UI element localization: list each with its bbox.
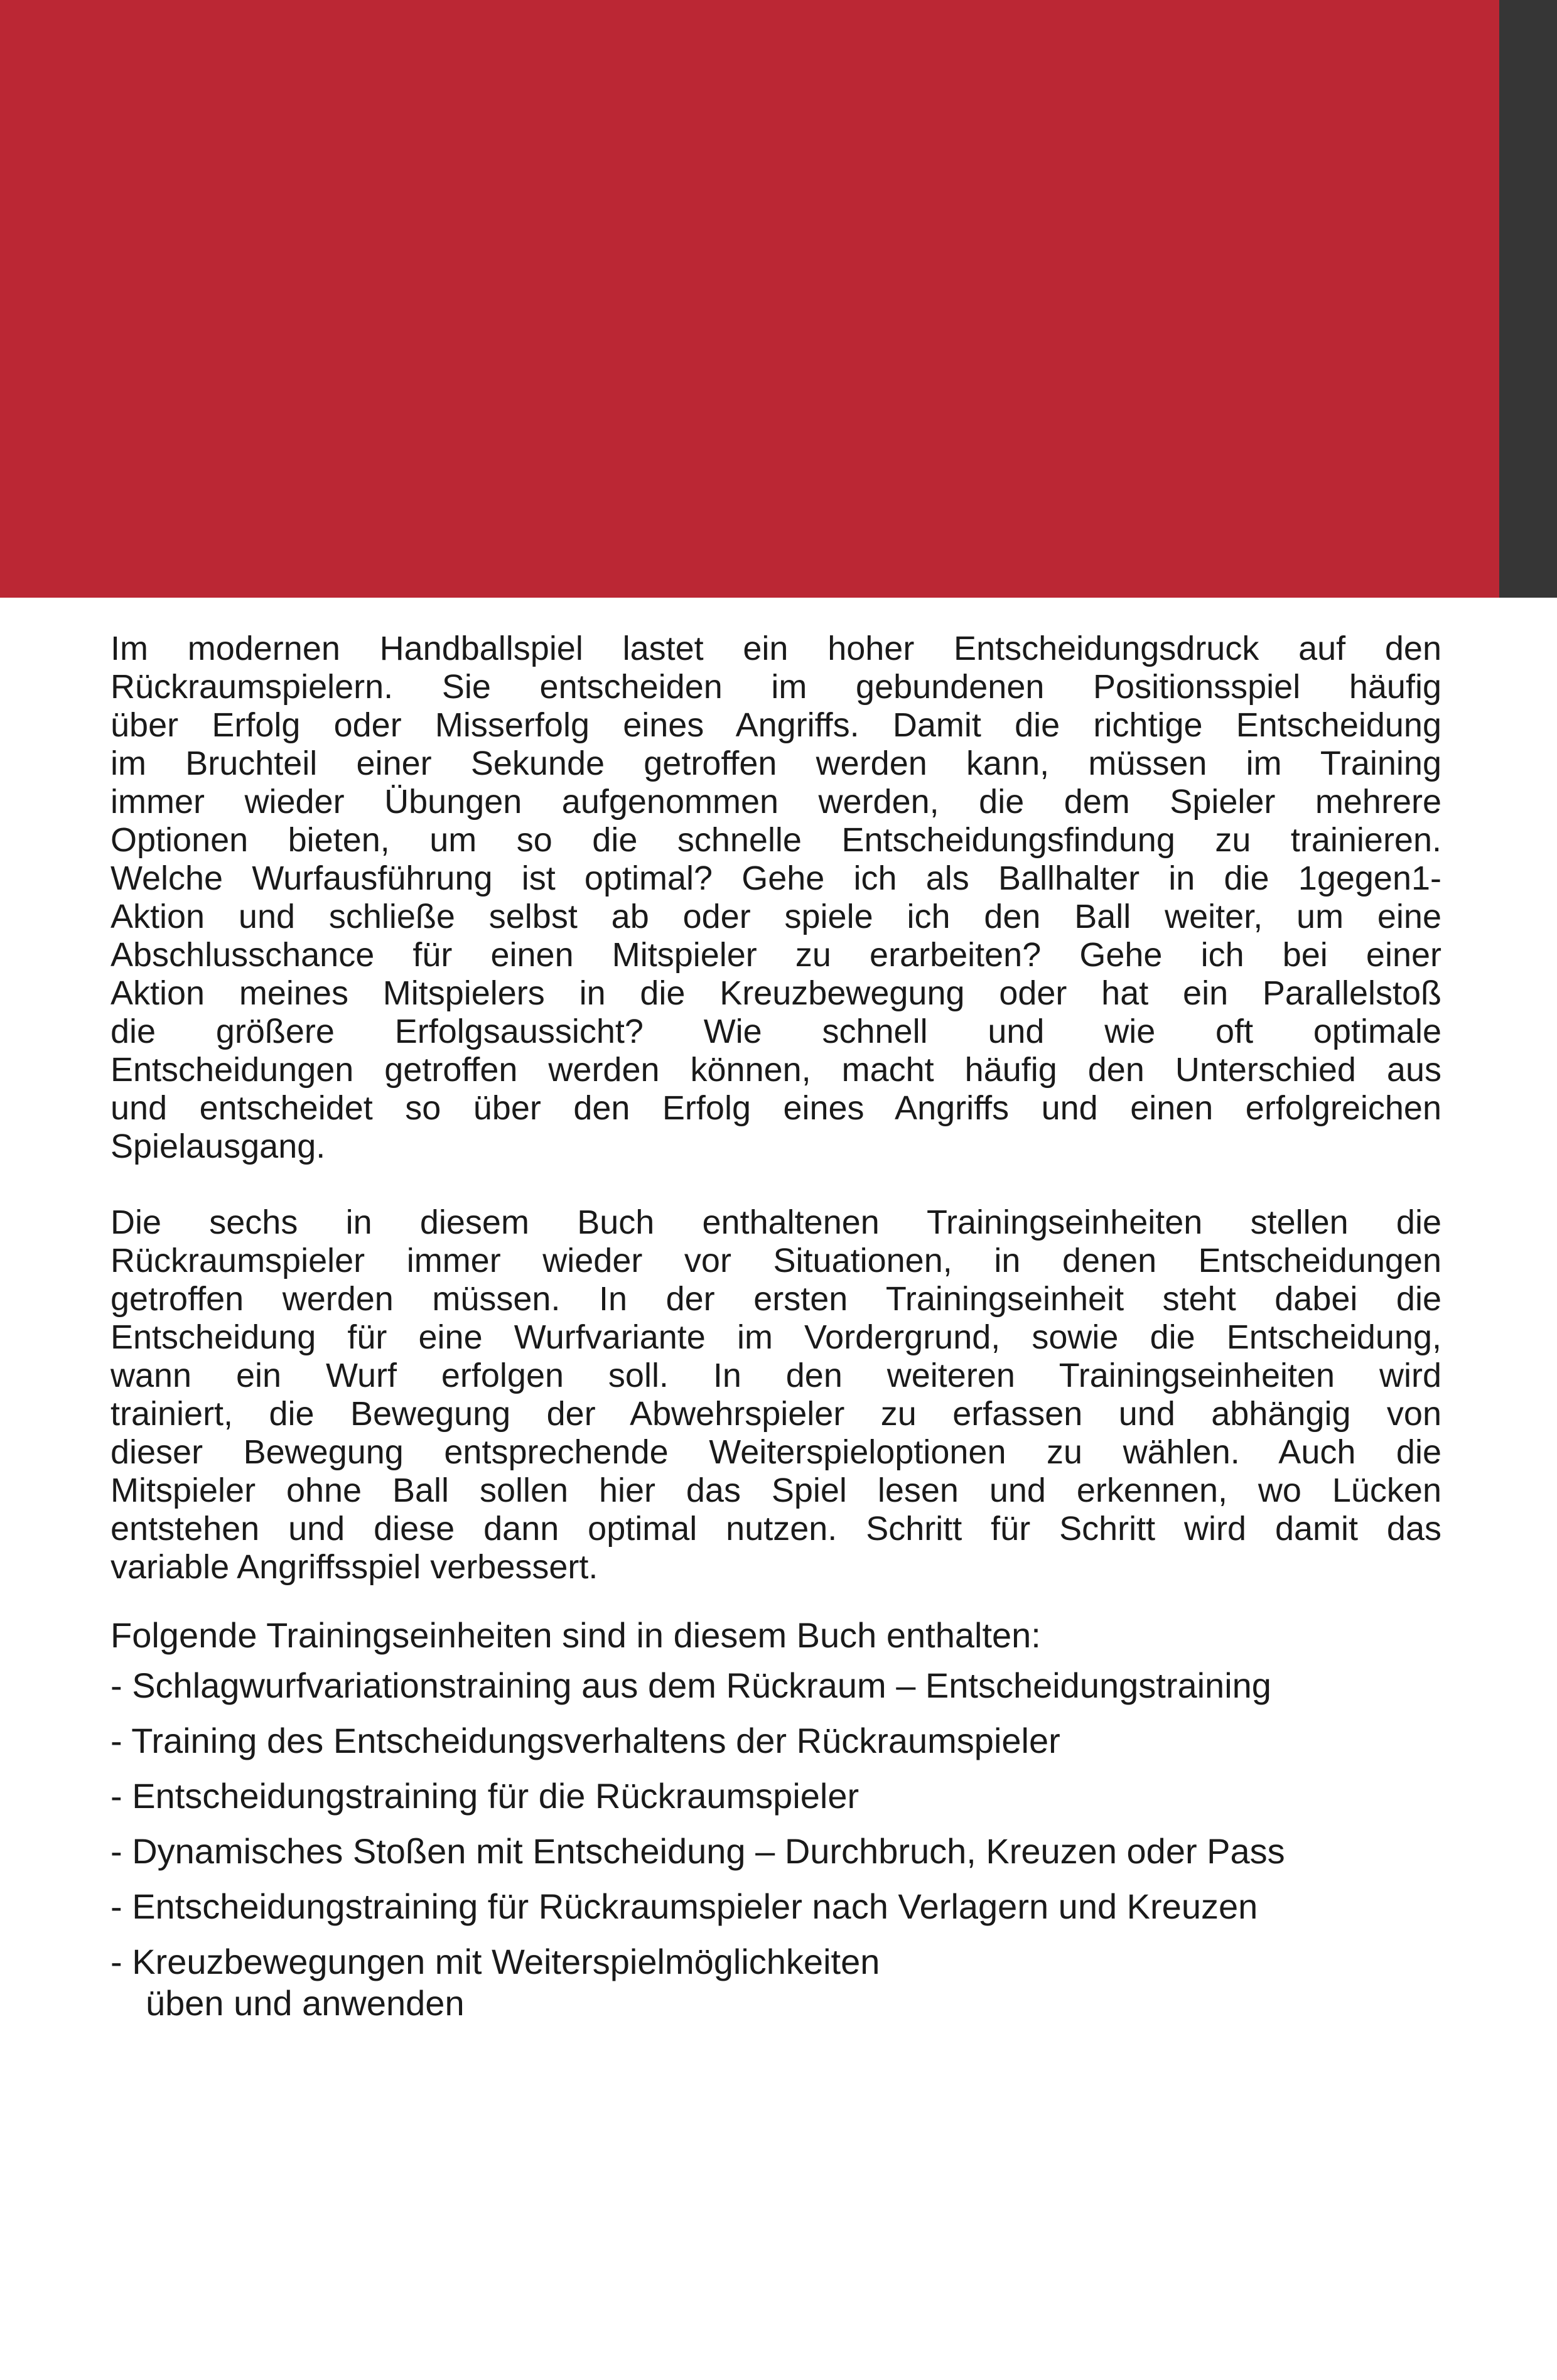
list-item: - Kreuzbewegungen mit Weiterspielmöglichkeiten üben und anwenden xyxy=(110,1940,1285,1995)
text-line: Rückraumspieler immer wieder vor Situationen, in denen Entscheidungen xyxy=(110,1242,1441,1279)
text-line: variable Angriffsspiel verbessert. xyxy=(110,1548,598,1586)
text-line: dieser Bewegung entsprechende Weiterspieloptionen zu wählen. Auch die xyxy=(110,1433,1441,1471)
text-line: im Bruchteil einer Sekunde getroffen werden kann, müssen im Training xyxy=(110,745,1441,782)
cover-spine-strip xyxy=(1499,0,1557,598)
text-line: Im modernen Handballspiel lastet ein hoher Entscheidungsdruck auf den xyxy=(110,630,1441,667)
description-paragraph xyxy=(110,1203,1441,1586)
text-line: Abschlusschance für einen Mitspieler zu erarbeiten? Gehe ich bei einer xyxy=(110,936,1441,974)
list-item-continuation: üben und anwenden xyxy=(146,1983,465,2023)
text-line: Rückraumspielern. Sie entscheiden im gebundenen Positionsspiel häufig xyxy=(110,668,1441,706)
text-line: trainiert, die Bewegung der Abwehrspieler zu erfassen und abhängig von xyxy=(110,1395,1441,1433)
cover-red-band xyxy=(0,0,1499,598)
text-line: über Erfolg oder Misserfolg eines Angriffs. Damit die richtige Entscheidung xyxy=(110,706,1441,744)
text-line: Entscheidungen getroffen werden können, macht häufig den Unterschied aus xyxy=(110,1051,1441,1089)
list-item: - Training des Entscheidungsverhaltens der Rückraumspieler xyxy=(110,1721,1060,1760)
text-line: entstehen und diese dann optimal nutzen. Schritt für Schritt wird damit das xyxy=(110,1510,1441,1548)
text-line: Die sechs in diesem Buch enthaltenen Trainingseinheiten stellen die xyxy=(110,1203,1441,1241)
text-line: Mitspieler ohne Ball sollen hier das Spiel lesen und erkennen, wo Lücken xyxy=(110,1472,1441,1509)
text-line: Aktion meines Mitspielers in die Kreuzbewegung oder hat ein Parallelstoß xyxy=(110,974,1441,1012)
text-line: immer wieder Übungen aufgenommen werden, die dem Spieler mehrere xyxy=(110,783,1441,821)
list-item: - Entscheidungstraining für die Rückraumspieler xyxy=(110,1776,859,1816)
text-line: Spielausgang. xyxy=(110,1128,326,1165)
intro-paragraph xyxy=(110,630,1441,1166)
text-line: Entscheidung für eine Wurfvariante im Vordergrund, sowie die Entscheidung, xyxy=(110,1318,1441,1356)
text-line: Welche Wurfausführung ist optimal? Gehe ich als Ballhalter in die 1gegen1- xyxy=(110,859,1441,897)
text-line: Aktion und schließe selbst ab oder spiele ich den Ball weiter, um eine xyxy=(110,898,1441,935)
text-line: die größere Erfolgsaussicht? Wie schnell und wie oft optimale xyxy=(110,1013,1441,1050)
list-item: - Entscheidungstraining für Rückraumspieler nach Verlagern und Kreuzen xyxy=(110,1887,1258,1926)
text-line: Optionen bieten, um so die schnelle Entscheidungsfindung zu trainieren. xyxy=(110,821,1441,859)
text-line: getroffen werden müssen. In der ersten Trainingseinheit steht dabei die xyxy=(110,1280,1441,1318)
list-item: - Dynamisches Stoßen mit Entscheidung – Durchbruch, Kreuzen oder Pass xyxy=(110,1831,1285,1871)
list-item: - Schlagwurfvariationstraining aus dem Rückraum – Entscheidungstraining xyxy=(110,1666,1271,1705)
text-line: wann ein Wurf erfolgen soll. In den weiteren Trainingseinheiten wird xyxy=(110,1357,1441,1394)
text-line: und entscheidet so über den Erfolg eines Angriffs und einen erfolgreichen xyxy=(110,1089,1441,1127)
training-units-list xyxy=(110,1664,1285,2023)
list-intro: Folgende Trainingseinheiten sind in diesem Buch enthalten: xyxy=(110,1615,1041,1655)
